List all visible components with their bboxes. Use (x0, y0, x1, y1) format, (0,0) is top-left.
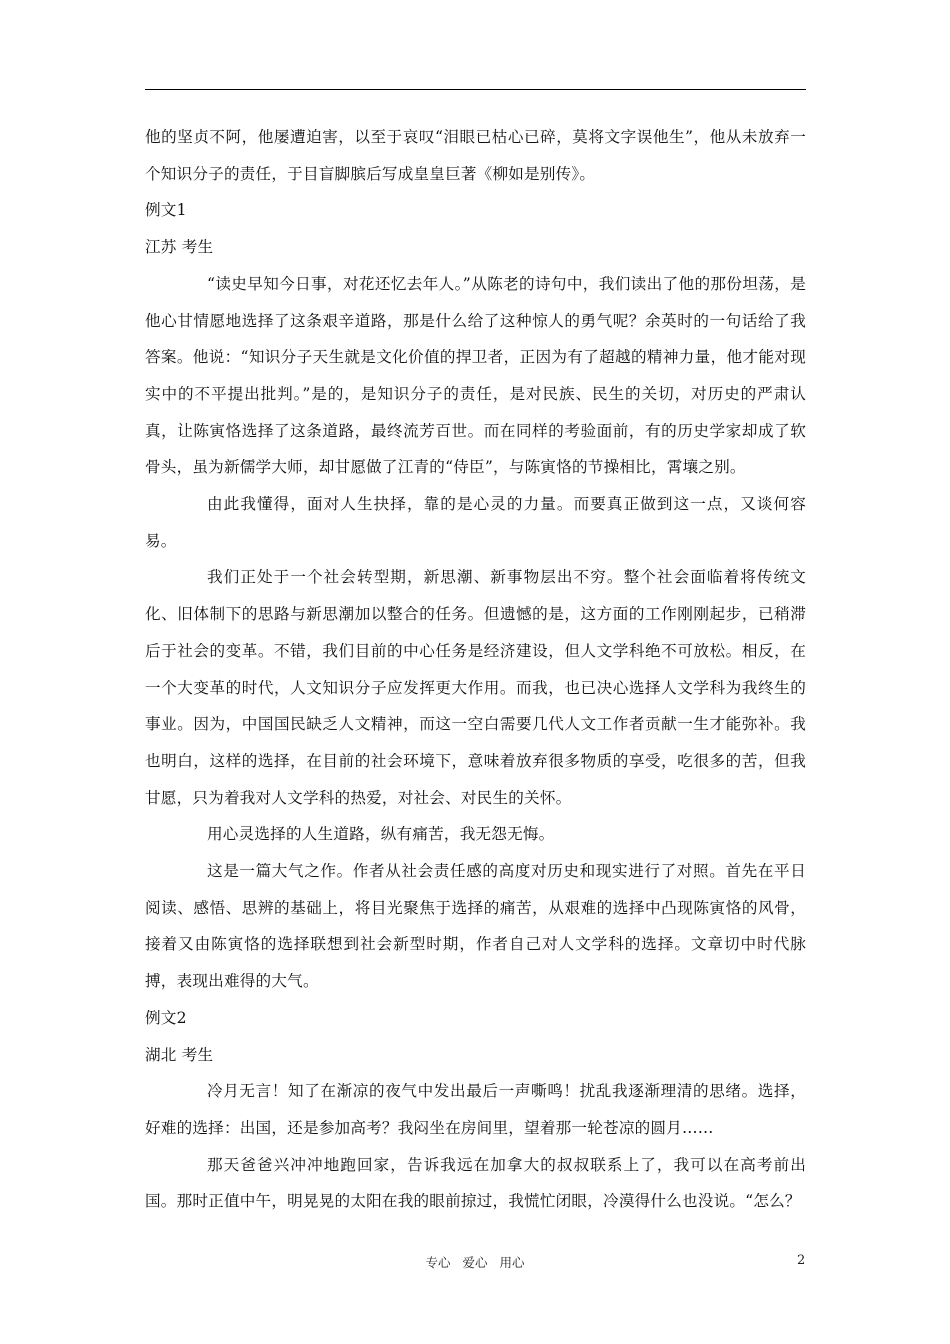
paragraph: 我们正处于一个社会转型期，新思潮、新事物层出不穷。整个社会面临着将传统文化、旧体制下的思路与新思潮加以整合的任务。但遗憾的是，这方面的工作刚刚起步，已稍滞后于社会的变革。不错，我们目前的中心任务是经济建设，但人文学科绝不可放松。相反，在一个大变革的时代，人文知识分子应发挥更大作用。而我，也已决心选择人文学科为我终生的事业。因为，中国国民缺乏人文精神，而这一空白需要几代人文工作者贡献一生才能弥补。我也明白，这样的选择，在目前的社会环境下，意味着放弃很多物质的享受，吃很多的苦，但我甘愿，只为着我对人文学科的热爱，对社会、对民生的关怀。 (145, 568, 806, 807)
example-2-author: 湖北 考生 (145, 1045, 214, 1064)
footer-motto: 专心 爱心 用心 (425, 1255, 525, 1270)
paragraph: 用心灵选择的人生道路，纵有痛苦，我无怨无悔。 (207, 825, 555, 844)
paragraph: 冷月无言！知了在渐凉的夜气中发出最后一声嘶鸣！扰乱我逐渐理清的思绪。选择，好难的选择：出国，还是参加高考？我闷坐在房间里，望着那一轮苍凉的圆月…… (145, 1082, 806, 1137)
paragraph: 由此我懂得，面对人生抉择，靠的是心灵的力量。而要真正做到这一点，又谈何容易。 (145, 495, 806, 550)
paragraph: 那天爸爸兴冲冲地跑回家，告诉我远在加拿大的叔叔联系上了，我可以在高考前出国。那时正值中午，明晃晃的太阳在我的眼前掠过，我慌忙闭眼，冷漠得什么也没说。“怎么？ (145, 1155, 806, 1211)
example-1-title: 例文1 (145, 201, 187, 220)
document-body (145, 119, 806, 1220)
header-rule (145, 89, 806, 90)
paragraph: “读史早知今日事，对花还忆去年人。”从陈老的诗句中，我们读出了他的那份坦荡，是他心甘情愿地选择了这条艰辛道路，那是什么给了这种惊人的勇气呢？余英时的一句话给了我答案。他说：“知识分子天生就是文化价值的捍卫者，正因为有了超越的精神力量，他才能对现实中的不平提出批判。”是的，是知识分子的责任，是对民族、民生的关切，对历史的严肃认真，让陈寅恪选择了这条道路，最终流芳百世。而在同样的考验面前，有的历史学家却成了软骨头，虽为新儒学大师，却甘愿做了江青的“侍臣”，与陈寅恪的节操相比，霄壤之别。 (145, 274, 806, 477)
page-number: 2 (797, 1253, 806, 1268)
example-2-title: 例文2 (145, 1008, 187, 1027)
paragraph-intro: 他的坚贞不阿，他屡遭迫害，以至于哀叹“泪眼已枯心已碎，莫将文字误他生”，他从未放弃一个知识分子的责任，于目盲脚膑后写成皇皇巨著《柳如是别传》。 (145, 128, 806, 183)
commentary-paragraph: 这是一篇大气之作。作者从社会责任感的高度对历史和现实进行了对照。首先在平日阅读、感悟、思辨的基础上，将目光聚焦于选择的痛苦，从艰难的选择中凸现陈寅恪的风骨，接着又由陈寅恪的选择联想到社会新型时期，作者自己对人文学科的选择。文章切中时代脉搏，表现出难得的大气。 (145, 862, 806, 991)
example-1-author: 江苏 考生 (145, 238, 214, 257)
